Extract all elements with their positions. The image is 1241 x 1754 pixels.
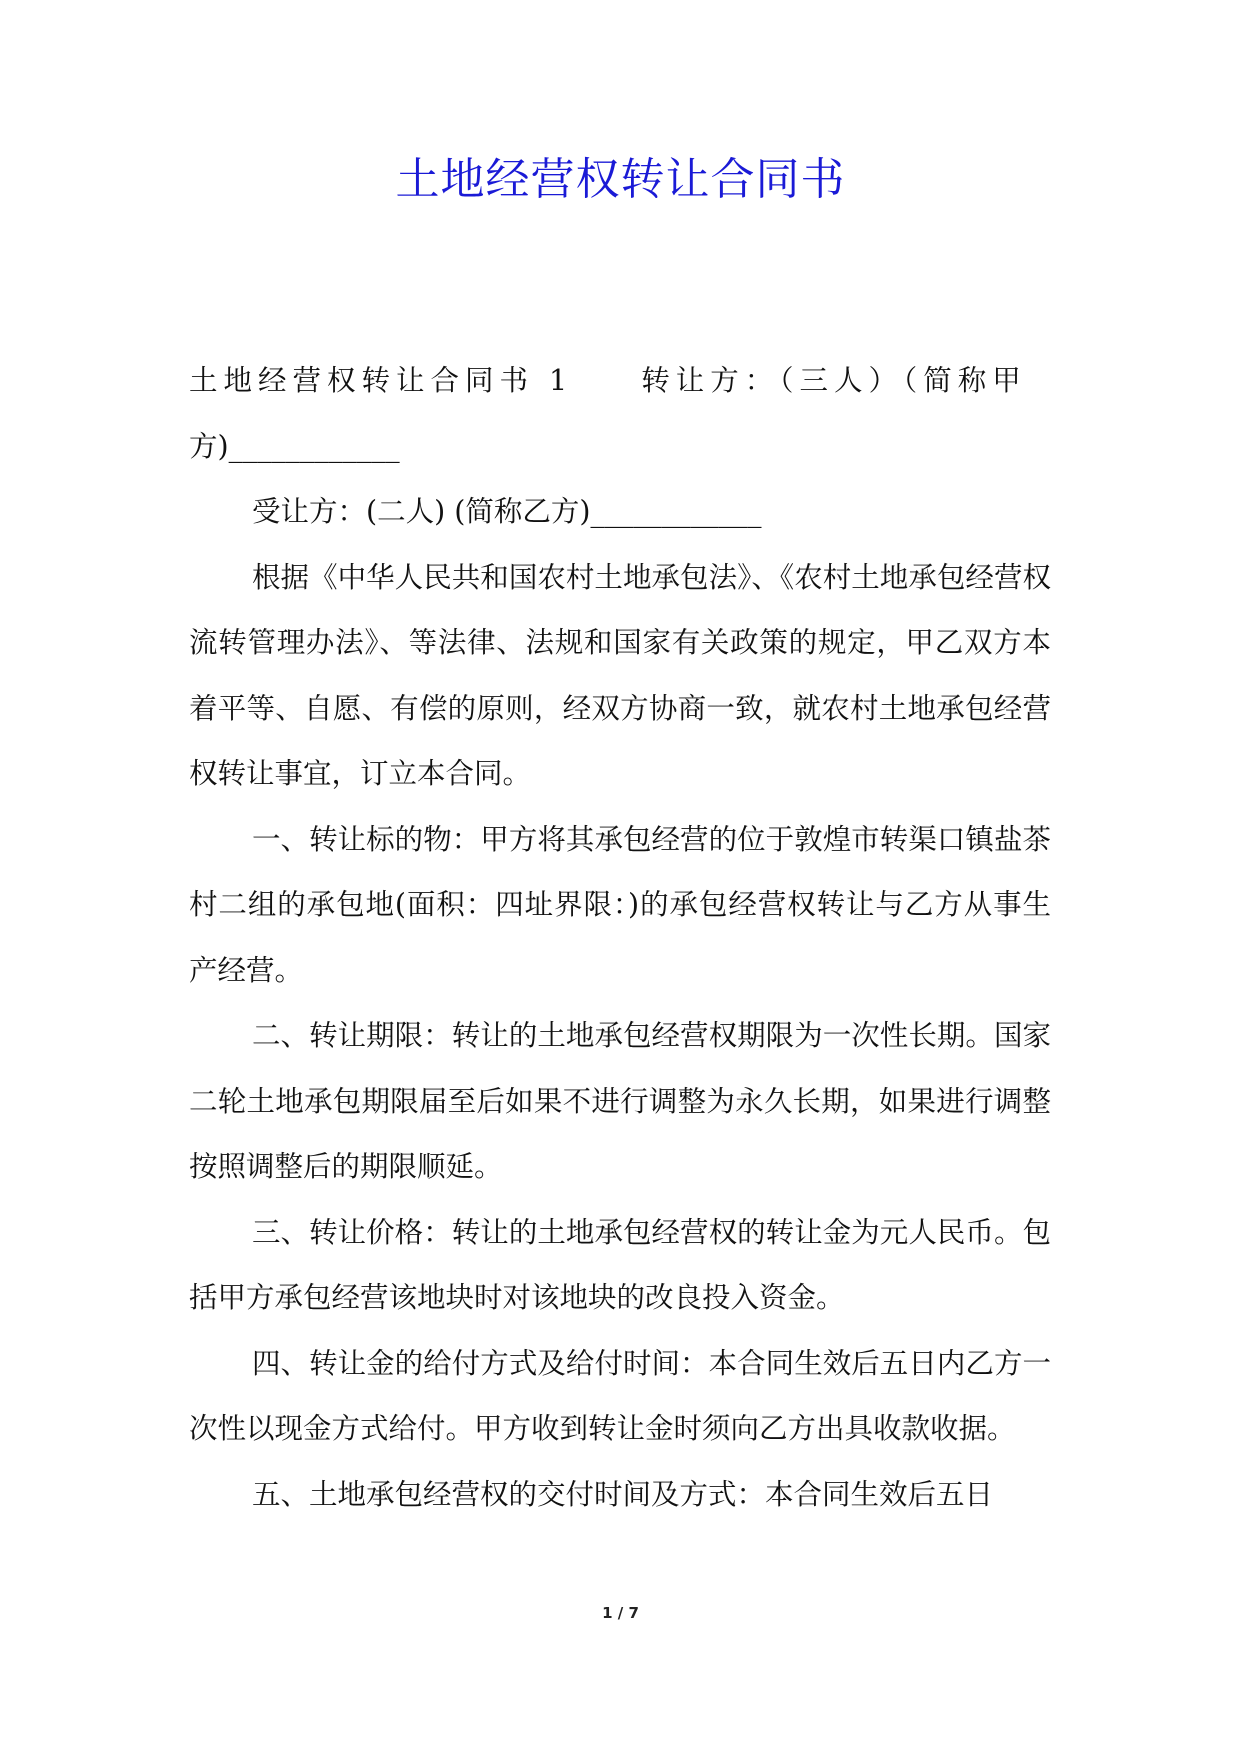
paragraph-clause-3: 三、转让价格：转让的土地承包经营权的转让金为元人民币。包括甲方承包经营该地块时对该地块的改良投入资金。 xyxy=(189,1215,1051,1314)
paragraph-transferee: 受让方：(二人) (简称乙方)____________ xyxy=(252,495,762,528)
paragraph-clause-2: 二、转让期限：转让的土地承包经营权期限为一次性长期。国家二轮土地承包期限届至后如果不进行调整为永久长期，如果进行调整按照调整后的期限顺延。 xyxy=(189,1019,1051,1183)
paragraph-clause-5: 五、土地承包经营权的交付时间及方式：本合同生效后五日 xyxy=(252,1477,994,1511)
heading-line-c: 方)____________ xyxy=(189,429,400,463)
paragraph-clause-1: 一、转让标的物：甲方将其承包经营的位于敦煌市转渠口镇盐茶村二组的承包地(面积：四址界限：)的承包经营权转让与乙方从事生产经营。 xyxy=(189,822,1051,987)
heading-line-a: 土地经营权转让合同书 1 xyxy=(189,364,574,397)
document-title: 土地经营权转让合同书 xyxy=(395,154,846,205)
heading-line-b: 转让方：（三人）（简称甲 xyxy=(641,364,1027,397)
page-number: 1 / 7 xyxy=(602,1604,639,1622)
paragraph-clause-4: 四、转让金的给付方式及给付时间：本合同生效后五日内乙方一次性以现金方式给付。甲方收到转让金时须向乙方出具收款收据。 xyxy=(189,1346,1051,1445)
document-body xyxy=(189,348,1051,1527)
paragraph-basis: 根据《中华人民共和国农村土地承包法》、《农村土地承包经营权流转管理办法》、等法律、法规和国家有关政策的规定，甲乙双方本着平等、自愿、有偿的原则，经双方协商一致，就农村土地承包经营权转让事宜，订立本合同。 xyxy=(189,560,1051,790)
heading-paragraph xyxy=(189,348,1051,414)
